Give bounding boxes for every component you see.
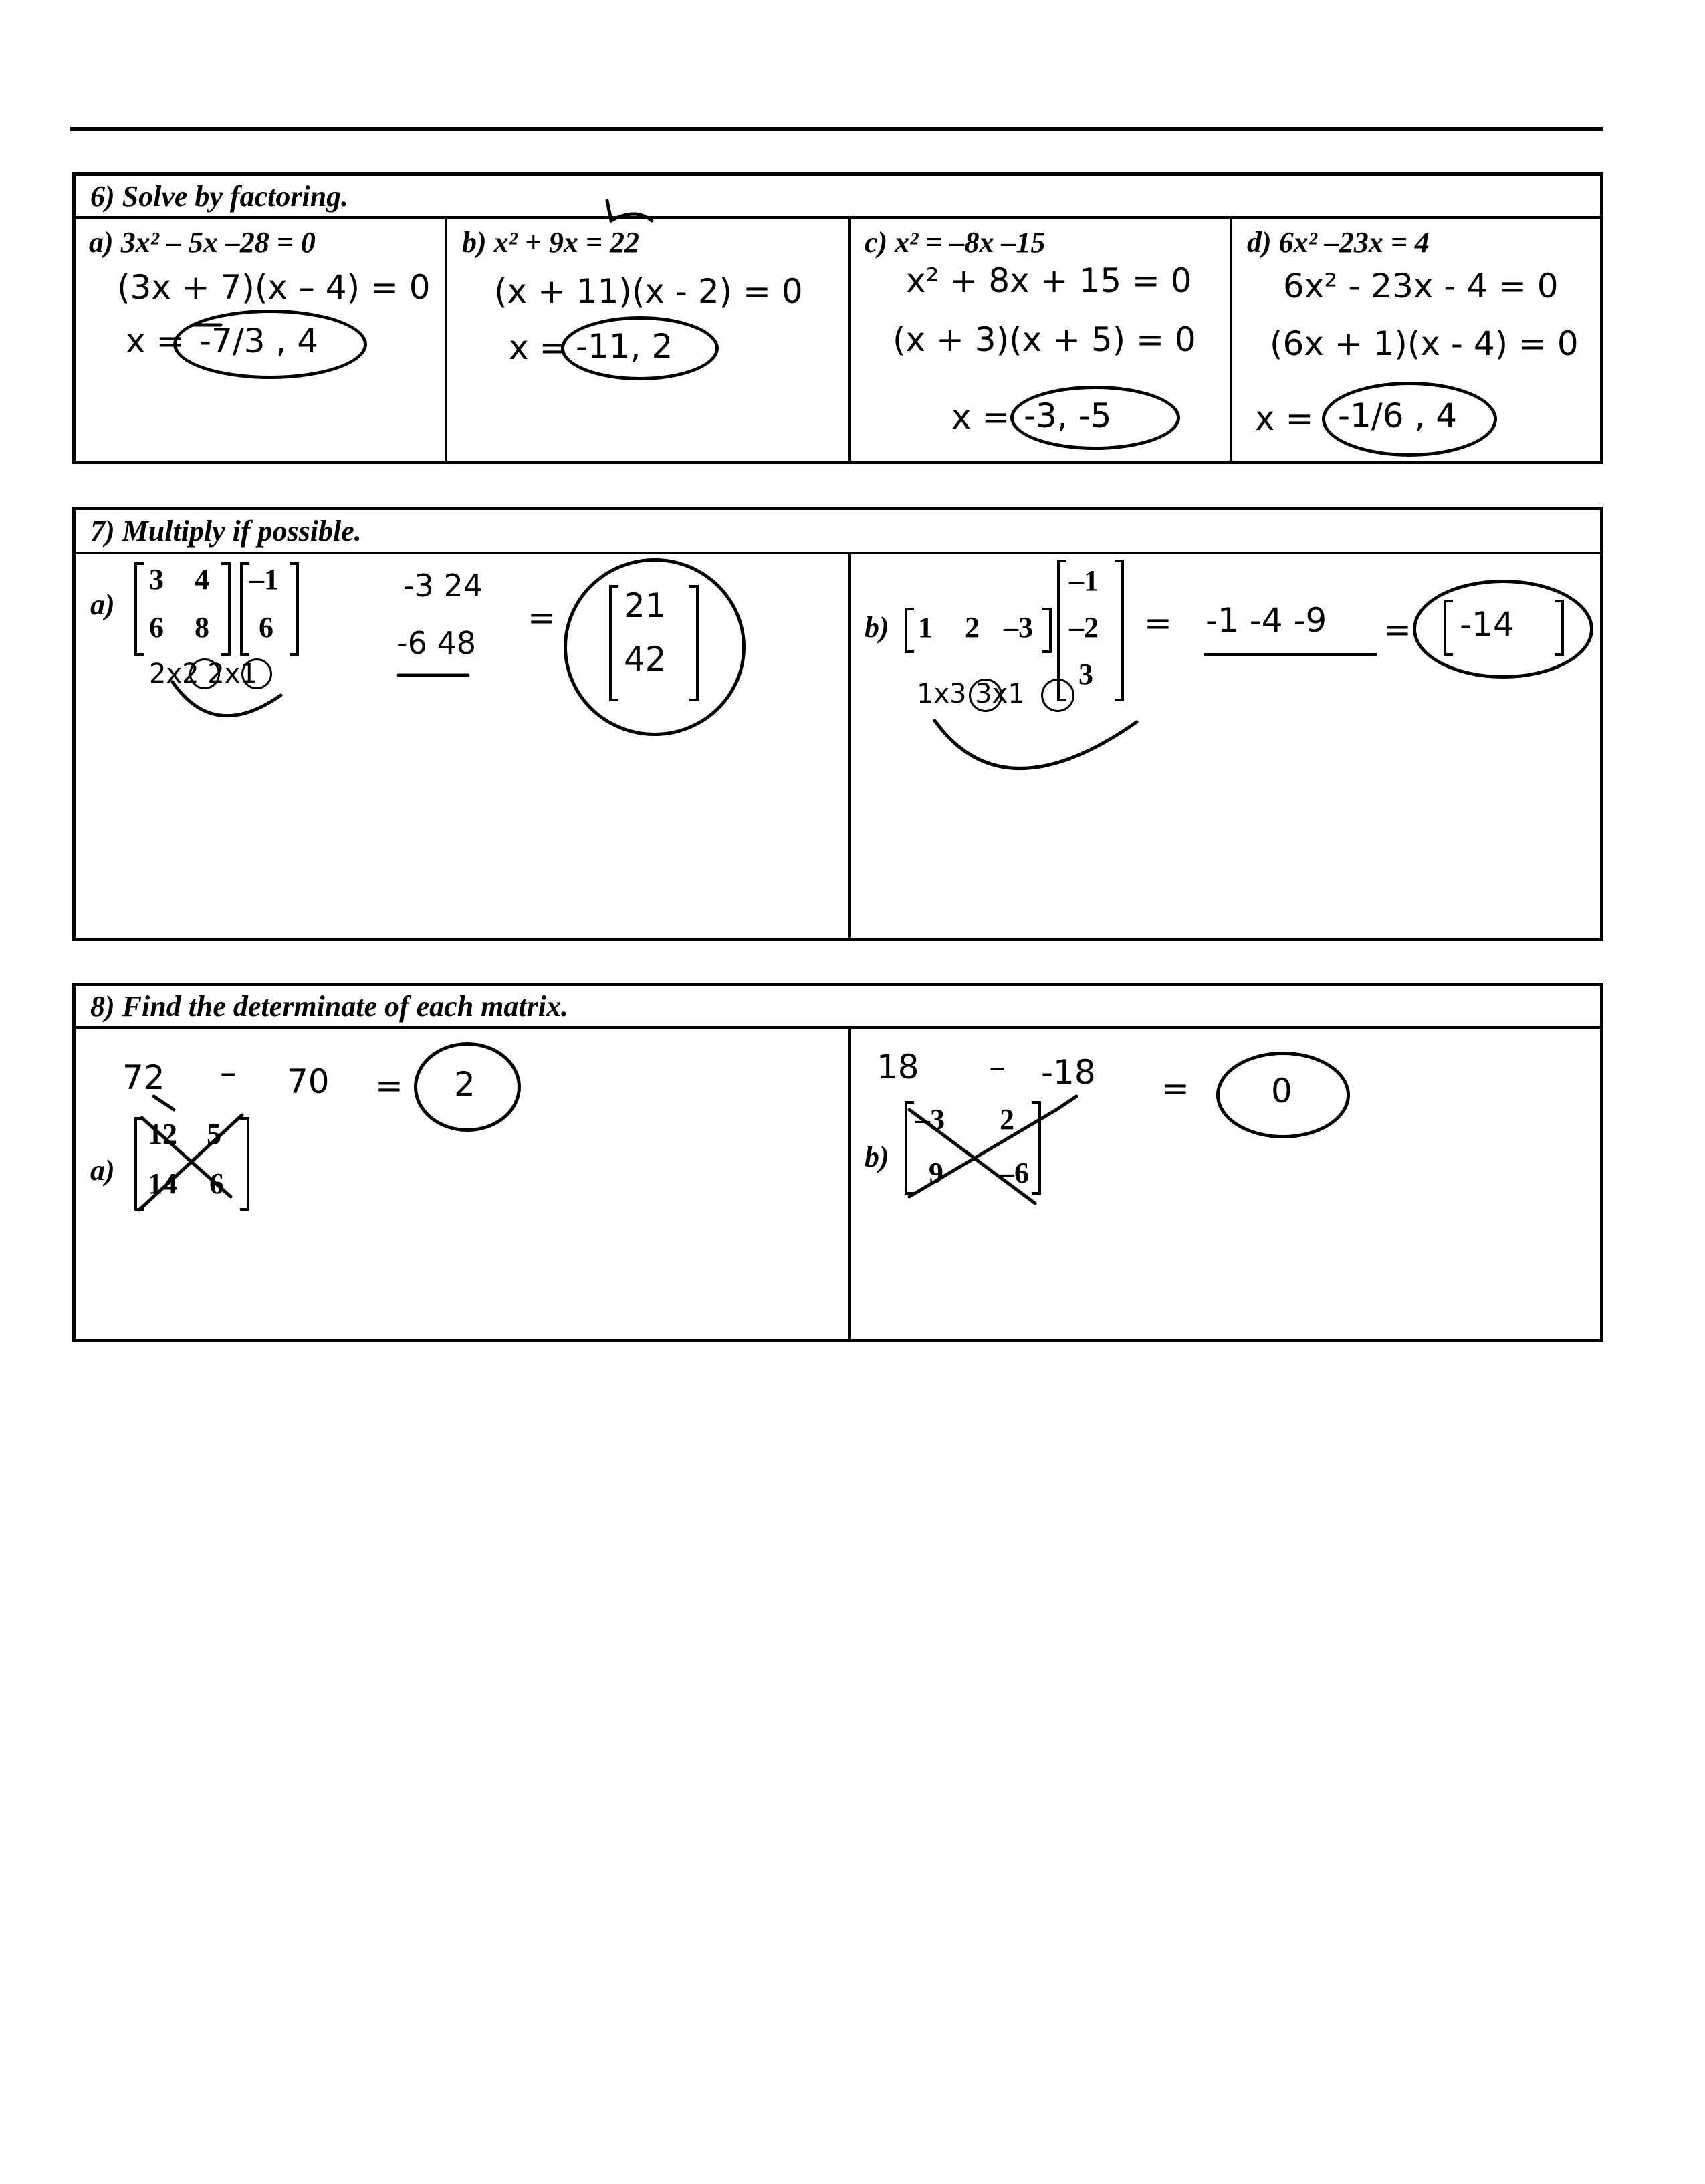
cross-line xyxy=(154,1096,174,1110)
matrix-cell: 2 xyxy=(965,611,980,644)
result-cell: -14 xyxy=(1460,605,1514,644)
answer-6d: -1/6 , 4 xyxy=(1338,396,1458,435)
matrix-cell: 6 xyxy=(149,611,164,644)
work-7a-row1: -3 24 xyxy=(403,568,483,604)
work-8b-product1: 18 xyxy=(877,1048,919,1086)
dimension-arc xyxy=(173,682,281,716)
work-6b-x: x = xyxy=(509,328,568,367)
answer-8b: 0 xyxy=(1271,1072,1292,1110)
problem-6d: d) 6x² –23x = 4 xyxy=(1247,226,1430,259)
matrix-cell: –1 xyxy=(1069,564,1099,597)
work-7b-sum: -1 -4 -9 xyxy=(1206,601,1327,640)
cross-line xyxy=(1056,1096,1076,1110)
dimension-note: 1x3 3x1 xyxy=(917,679,1025,709)
equals-sign: = xyxy=(1383,610,1411,649)
work-6c-x: x = xyxy=(951,398,1010,437)
matrix-cell: –2 xyxy=(1069,611,1099,644)
answer-6c: -3, -5 xyxy=(1024,396,1112,435)
matrix-cell: 4 xyxy=(195,563,209,596)
dimension-note: 2x2 2x1 xyxy=(149,658,257,689)
matrix-cell: 8 xyxy=(195,611,209,644)
problem-6c: c) x² = –8x –15 xyxy=(865,226,1046,259)
minus-sign: – xyxy=(220,1053,237,1092)
matrix-cell: –3 xyxy=(915,1103,945,1136)
answer-6b: -11, 2 xyxy=(576,327,673,366)
work-8a-product2: 70 xyxy=(287,1062,330,1101)
matrix-cell: 3 xyxy=(1078,658,1093,691)
cross-line xyxy=(909,1110,1035,1203)
matrix-cell: 5 xyxy=(207,1118,221,1150)
matrix-cell: –6 xyxy=(1000,1157,1029,1189)
work-8b-product2: -18 xyxy=(1041,1053,1096,1092)
stray-mark xyxy=(607,201,652,221)
result-cell: 21 xyxy=(624,586,667,625)
work-8a-product1: 72 xyxy=(122,1058,165,1097)
section-8-header: 8) Find the determinate of each matrix. xyxy=(76,986,1600,1029)
answer-6a: -7/3 , 4 xyxy=(199,322,319,360)
label-7b: b) xyxy=(865,611,889,644)
cross-line xyxy=(909,1110,1056,1197)
work-7a-row2: -6 48 xyxy=(396,625,477,661)
matrix-cell: –3 xyxy=(1004,611,1033,644)
matrix-cell: –1 xyxy=(249,563,279,596)
matrix-cell: 3 xyxy=(149,563,164,596)
label-8a: a) xyxy=(90,1154,115,1187)
result-cell: 42 xyxy=(624,640,667,679)
work-6d-x: x = xyxy=(1255,399,1314,438)
cross-line xyxy=(142,1118,231,1197)
work-6c-standard: x² + 8x + 15 = 0 xyxy=(906,261,1192,300)
work-6b-factored: (x + 11)(x - 2) = 0 xyxy=(494,272,803,311)
matrix-cell: 2 xyxy=(1000,1103,1014,1136)
dimension-arc xyxy=(935,721,1137,769)
section-7-header: 7) Multiply if possible. xyxy=(76,510,1600,554)
problem-6a: a) 3x² – 5x –28 = 0 xyxy=(89,226,316,259)
minus-sign: – xyxy=(989,1048,1006,1086)
matrix-cell: 6 xyxy=(209,1167,224,1200)
matrix-cell: 9 xyxy=(929,1157,943,1189)
problem-6b: b) x² + 9x = 22 xyxy=(462,226,639,259)
work-6a-x: x = xyxy=(126,322,185,360)
work-6d-factored: (6x + 1)(x - 4) = 0 xyxy=(1270,324,1579,363)
matrix-cell: 6 xyxy=(259,611,273,644)
work-6a-factored: (3x + 7)(x – 4) = 0 xyxy=(117,268,431,307)
answer-8a: 2 xyxy=(454,1065,475,1104)
label-7a: a) xyxy=(90,588,115,621)
label-8b: b) xyxy=(865,1140,889,1173)
matrix-cell: 14 xyxy=(148,1167,177,1200)
matrix-cell: 1 xyxy=(918,611,933,644)
equals-sign: = xyxy=(1161,1069,1189,1108)
section-6-header: 6) Solve by factoring. xyxy=(76,176,1600,219)
work-6d-standard: 6x² - 23x - 4 = 0 xyxy=(1283,267,1559,306)
equals-sign: = xyxy=(528,598,556,637)
matrix-cell: 12 xyxy=(148,1118,177,1150)
equals-sign: = xyxy=(375,1066,403,1105)
work-6c-factored: (x + 3)(x + 5) = 0 xyxy=(893,320,1196,359)
equals-sign: = xyxy=(1144,604,1172,642)
